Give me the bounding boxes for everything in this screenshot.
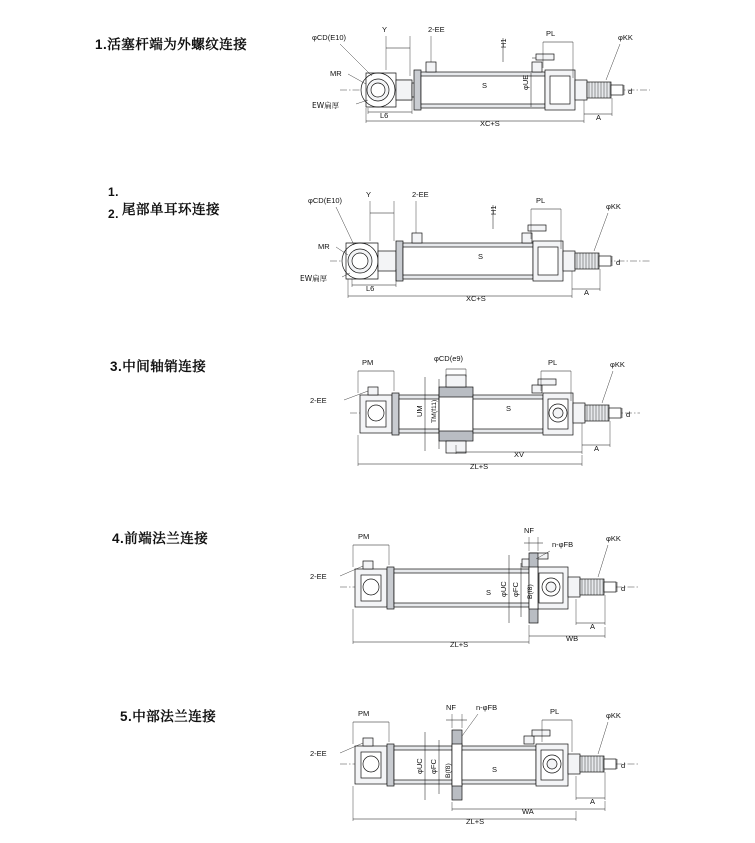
label-uc: φUC [415,758,424,774]
label-xcs: XC+S [480,119,500,128]
label-nfb: n-φFB [552,540,574,549]
label-kk: φKK [610,360,625,369]
label-l6: L6 [366,284,375,293]
label-cd: φCD(E10) [308,196,343,205]
label-nfb: n-φFB [476,703,498,712]
label-wb: WB [566,634,579,643]
label-mr: MR [330,69,342,78]
section-2-number-2: 2. [108,207,120,221]
section-2-title: 尾部单耳环连接 [122,202,220,218]
section-5-title: 5.中部法兰连接 [120,709,217,725]
label-um: UM [415,405,424,417]
label-d: d [621,584,626,593]
section-2-number-1: 1. [108,185,120,199]
label-y: Y [366,190,372,199]
label-cd: φCD(e9) [434,354,464,363]
label-pl: PL [546,29,556,38]
section-1 [0,0,755,165]
section-1-title: 1.活塞杆端为外螺纹连接 [95,37,248,53]
label-ee: 2-EE [428,25,445,34]
label-wa: WA [522,807,534,816]
label-a: A [594,444,600,453]
label-xcs: XC+S [466,294,486,303]
label-a: A [590,622,596,631]
label-ee: 2-EE [310,572,327,581]
label-xv: XV [514,450,525,459]
label-mr: MR [318,242,330,251]
section-1-drawing [300,18,740,128]
label-kk: φKK [606,534,621,543]
label-pm: PM [362,358,374,367]
label-ee: 2-EE [412,190,429,199]
label-s: S [482,81,488,90]
label-a: A [584,288,590,297]
label-zls: ZL+S [450,640,469,649]
label-ue: φUE [521,74,530,90]
label-d: d [626,410,631,419]
section-3-drawing [310,345,740,470]
label-l6: L6 [380,111,389,120]
label-fc: φFC [429,759,438,774]
label-zls: ZL+S [466,817,485,826]
section-3-title: 3.中间轴销连接 [110,359,207,375]
label-nf: NF [524,526,534,535]
label-a: A [590,797,596,806]
label-d: d [628,87,633,96]
label-fc: φFC [511,582,520,597]
label-kk: φKK [606,711,621,720]
label-a: A [596,113,602,122]
label-b: B(f8) [445,763,452,778]
section-4 [0,505,755,680]
label-pm: PM [358,709,370,718]
section-4-title: 4.前端法兰连接 [112,531,209,547]
label-pl: PL [550,707,560,716]
section-4-drawing [310,519,740,649]
label-kk: φKK [606,202,621,211]
label-d: d [621,761,626,770]
label-pm: PM [358,532,370,541]
section-5-drawing [310,696,740,826]
label-h1: H1 [499,38,508,48]
label-zls: ZL+S [470,462,489,471]
label-ew: EW扁厚 [312,101,340,110]
label-tm: TM(f11) [431,399,438,423]
section-3 [0,335,755,505]
section-2 [0,165,755,335]
label-cd: φCD(E10) [312,33,347,42]
label-h1: H1 [489,205,498,215]
label-kk: φKK [618,33,633,42]
label-ew: EW扁厚 [300,274,328,283]
label-ee: 2-EE [310,749,327,758]
section-5 [0,680,755,843]
label-nf: NF [446,703,456,712]
label-s: S [506,404,512,413]
label-uc: φUC [499,581,508,597]
label-pl: PL [536,196,546,205]
label-ee: 2-EE [310,396,327,405]
label-s: S [478,252,484,261]
label-s: S [486,588,492,597]
section-2-drawing [300,183,740,303]
label-y: Y [382,25,388,34]
label-b: B(f8) [527,584,534,599]
label-pl: PL [548,358,558,367]
label-d: d [616,258,621,267]
label-s: S [492,765,498,774]
